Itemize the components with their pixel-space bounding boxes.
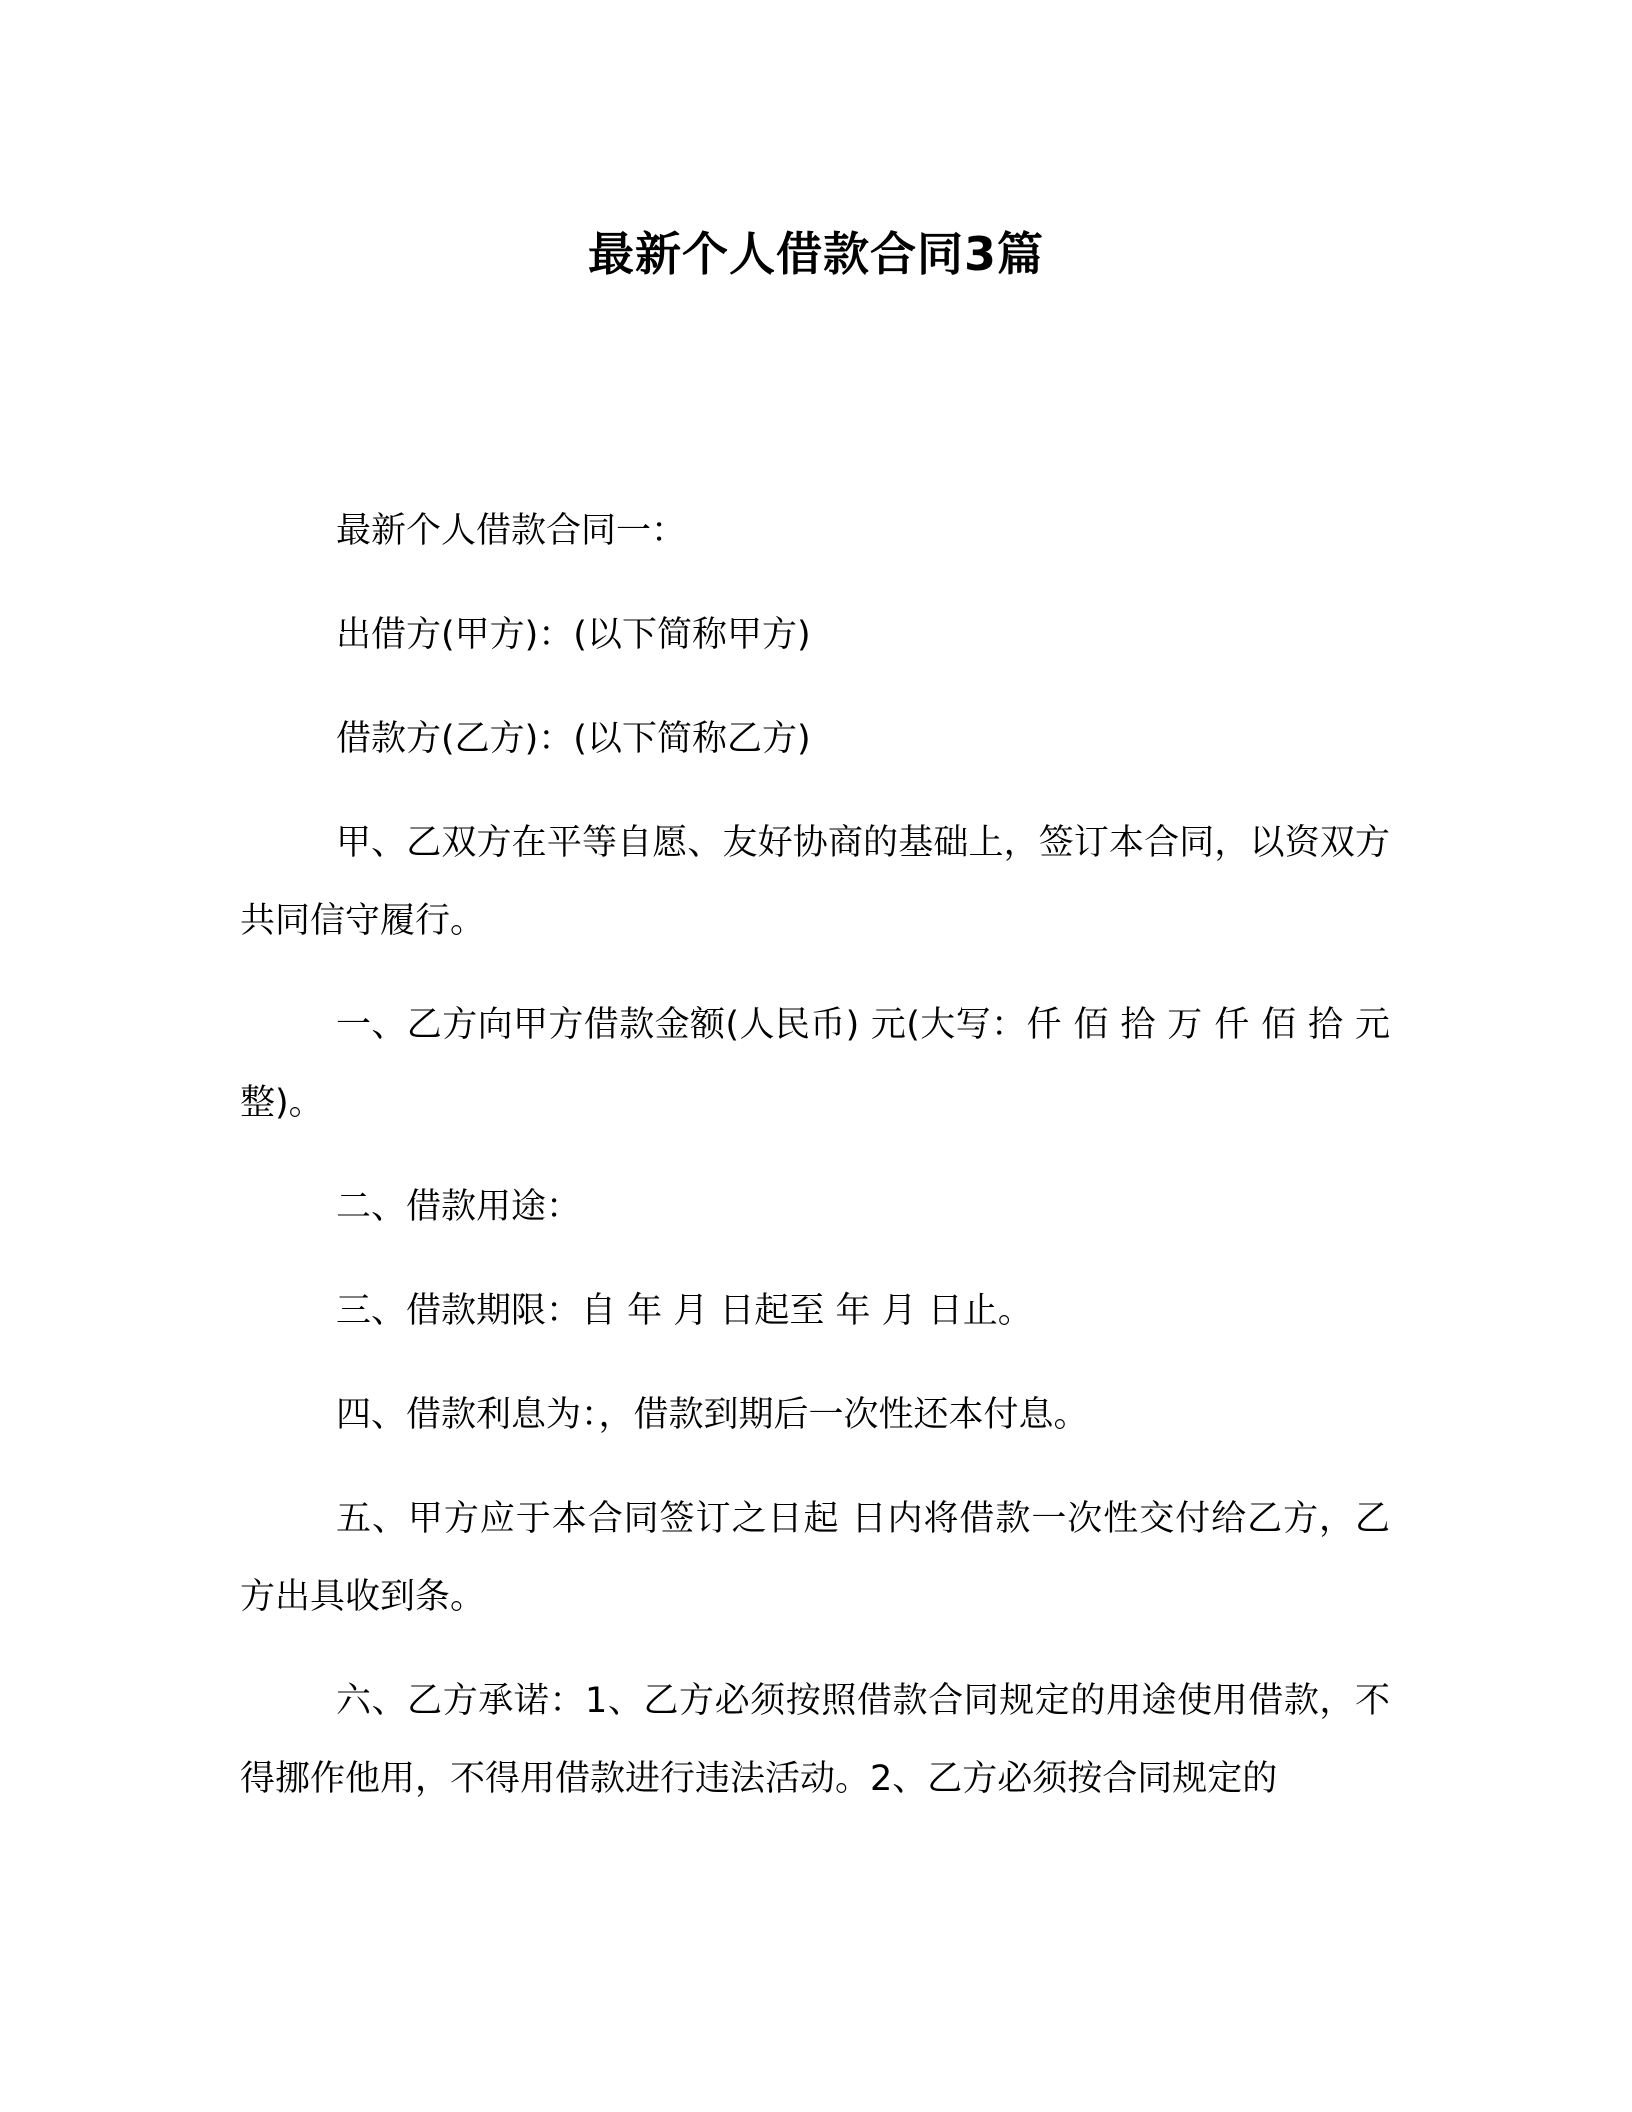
paragraph-clause-5-delivery: 五、甲方应于本合同签订之日起 日内将借款一次性交付给乙方，乙方出具收到条。 bbox=[240, 1499, 1390, 1617]
paragraph-preamble: 甲、乙双方在平等自愿、友好协商的基础上，签订本合同，以资双方共同信守履行。 bbox=[240, 823, 1390, 941]
document-title: 最新个人借款合同3篇 bbox=[587, 227, 1044, 281]
paragraph-borrower: 借款方(乙方)：(以下简称乙方) bbox=[336, 719, 811, 759]
document-body bbox=[240, 492, 1390, 1844]
paragraph-clause-4-interest: 四、借款利息为：，借款到期后一次性还本付息。 bbox=[336, 1395, 1089, 1435]
paragraph-lender: 出借方(甲方)：(以下简称甲方) bbox=[336, 615, 811, 655]
paragraph-clause-3-term: 三、借款期限：自 年 月 日起至 年 月 日止。 bbox=[336, 1291, 1033, 1331]
paragraph-clause-2-purpose: 二、借款用途： bbox=[336, 1187, 582, 1227]
paragraph-clause-1-amount: 一、乙方向甲方借款金额(人民币) 元(大写：仟 佰 拾 万 仟 佰 拾 元整)。 bbox=[240, 1005, 1390, 1123]
paragraph-clause-6-commitment: 六、乙方承诺：1、乙方必须按照借款合同规定的用途使用借款，不得挪作他用，不得用借款进行违法活动。2、乙方必须按合同规定的 bbox=[240, 1681, 1390, 1799]
paragraph-contract-heading: 最新个人借款合同一： bbox=[336, 511, 687, 551]
